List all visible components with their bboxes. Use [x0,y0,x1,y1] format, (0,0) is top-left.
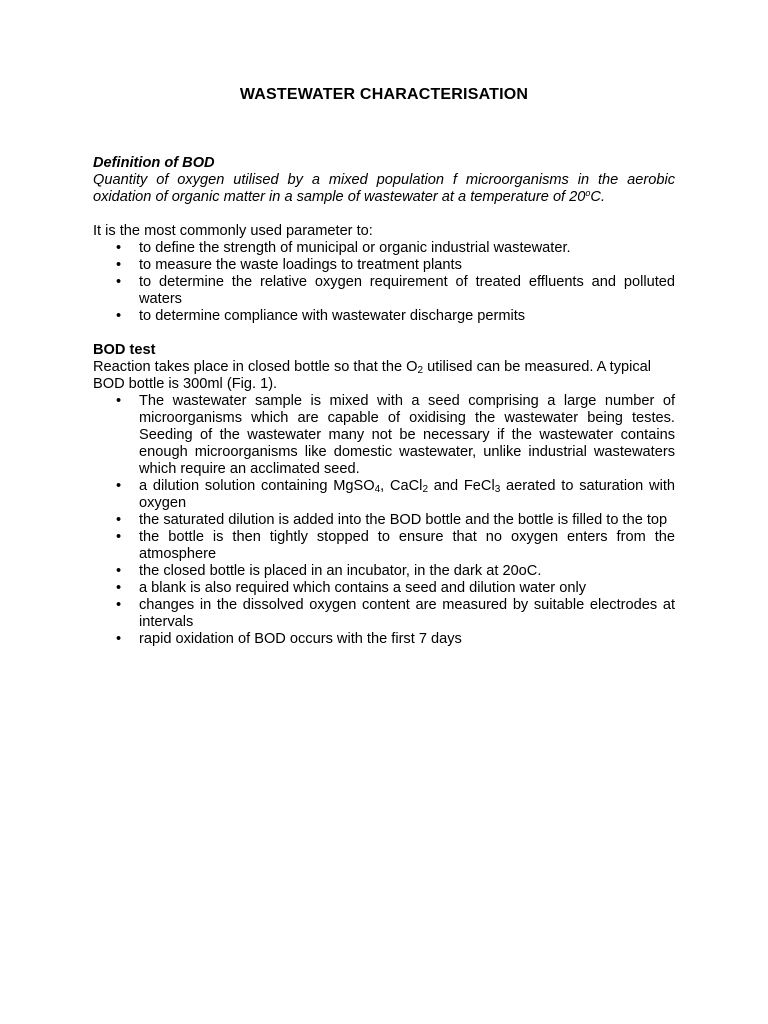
list-item-text: to determine the relative oxygen requirement of treated effluents and polluted waters [139,274,675,307]
bullet-icon: • [116,257,122,273]
list-item-text: the saturated dilution is added into the BOD bottle and the bottle is filled to the top [139,512,668,528]
dilution-mid2: and FeCl [428,478,495,494]
bod-test-section [93,342,675,648]
dilution-mid1: , CaCl [380,478,423,494]
usage-list [93,240,675,325]
list-item [93,529,675,563]
definition-text-main: Quantity of oxygen utilised by a mixed population f microorganisms in the aerobic oxidation of organic matter in a sample of wastewater at a temperature of 20 [93,172,675,205]
list-item-text: the closed bottle is placed in an incubator, in the dark at 20oC. [139,563,542,579]
list-item [93,393,675,478]
usage-section [93,223,675,325]
list-item [93,274,675,308]
bullet-icon: • [116,393,122,409]
fecl3-subscript: 3 [494,484,501,495]
cacl2-subscript: 2 [422,484,428,495]
list-item-text: The wastewater sample is mixed with a seed comprising a large number of microorganisms which are capable of oxidising the wastewater being testes. Seeding of the wastewater many not be necessary if the wastewater contains enough microorganisms like domestic wastewater, unlike industrial wastewaters which require an acclimated seed. [139,393,675,477]
degree-superscript: o [585,188,591,198]
list-item [93,597,675,631]
list-item-text: to measure the waste loadings to treatment plants [139,257,462,273]
bullet-icon: • [116,563,122,579]
bod-test-list [93,393,675,648]
bod-test-intro-part1: Reaction takes place in closed bottle so that the O [93,359,418,375]
list-item-text: a blank is also required which contains a seed and dilution water only [139,580,586,596]
o2-subscript: 2 [417,365,424,376]
list-item-text: changes in the dissolved oxygen content are measured by suitable electrodes at intervals [139,597,675,630]
list-item [93,512,675,529]
list-item-text: to define the strength of municipal or organic industrial wastewater. [139,240,571,256]
list-item [93,631,675,648]
definition-text [93,172,675,206]
list-item [93,240,675,257]
mgso4-subscript: 4 [374,484,381,495]
list-item-text [139,478,675,511]
bullet-icon: • [116,308,122,324]
bod-test-heading: BOD test [93,342,156,358]
bullet-icon: • [116,478,122,494]
list-item [93,580,675,597]
definition-section [93,155,675,206]
list-item-text: the bottle is then tightly stopped to ensure that no oxygen enters from the atmosphere [139,529,675,562]
list-item-text: to determine compliance with wastewater discharge permits [139,308,526,324]
bullet-icon: • [116,597,122,613]
list-item [93,563,675,580]
bod-test-intro [93,359,675,393]
definition-heading: Definition of BOD [93,155,215,171]
bullet-icon: • [116,274,122,290]
bullet-icon: • [116,240,122,256]
list-item [93,257,675,274]
dilution-prefix: a dilution solution containing MgSO [139,478,375,494]
dilution-suffix: aerated to saturation with oxygen [139,478,676,511]
list-item-text: rapid oxidation of BOD occurs with the first 7 days [139,631,462,647]
bullet-icon: • [116,580,122,596]
document-title: WASTEWATER CHARACTERISATION [239,86,529,103]
usage-intro: It is the most commonly used parameter to: [93,223,373,239]
bod-test-intro-part2: utilised can be measured. A typical BOD bottle is 300ml (Fig. 1). [93,359,652,392]
list-item [93,478,675,512]
bullet-icon: • [116,529,122,545]
bullet-icon: • [116,512,122,528]
bullet-icon: • [116,631,122,647]
list-item [93,308,675,325]
definition-text-end: C. [590,189,606,205]
